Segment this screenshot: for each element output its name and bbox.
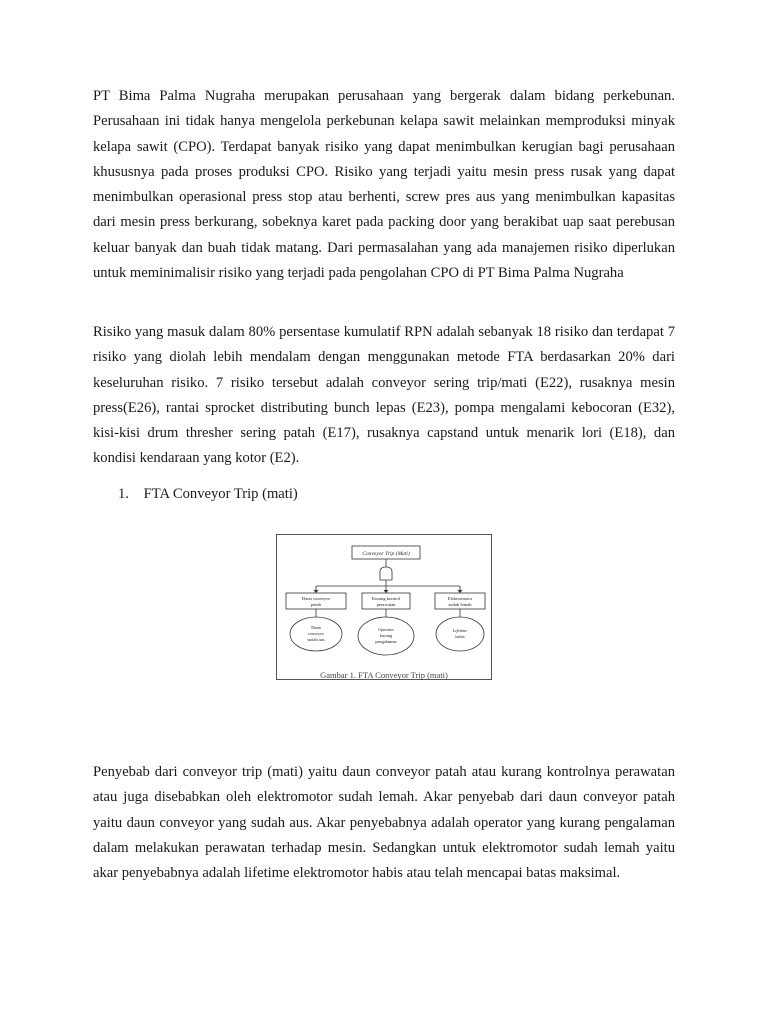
intermediate-label: Daun conveyor (301, 596, 331, 601)
paragraph-risks: Risiko yang masuk dalam 80% persentase kumulatif RPN adalah sebanyak 18 risiko dan terdapat 7 risiko yang diolah lebih mendalam dengan menggunakan metode FTA berdasarkan 20% dari keseluruhan risiko. 7 risiko tersebut adalah conveyor sering trip/mati (E22), rusaknya mesin press(E26), rantai sprocket distributing bunch lepas (E23), pompa mengalami kebocoran (E32), kisi-kisi drum thresher sering patah (E17), rusaknya capstand untuk menarik lori (E18), dan kondisi kendaraan yang kotor (E2). (93, 324, 675, 467)
paragraph-intro: PT Bima Palma Nugraha merupakan perusahaan yang bergerak dalam bidang perkebunan. Perusahaan ini tidak hanya mengelola perkebunan kelapa sawit melainkan memproduksi minyak kelapa sawit (CPO). Terdapat banyak risiko yang dapat menimbulkan kerugian bagi perusahaan khususnya pada proses produksi CPO. Risiko yang terjadi yaitu mesin press rusak yang dapat menimbulkan operasional press stop atau berhenti, screw pres aus yang menimbulkan kapasitas dari mesin press berkurang, sobeknya karet pada packing door yang berakibat uap saat perebusan keluar banyak dan buah tidak matang. Dari permasalahan yang ada manajemen risiko diperlukan untuk meminimalisir risiko yang terjadi pada pengolahan CPO di PT Bima Palma Nugraha (93, 88, 675, 282)
intermediate-label: patah (311, 602, 321, 607)
list-number: 1. (118, 486, 129, 502)
basic-label: kurang (379, 633, 393, 638)
basic-label: Lifetime (452, 628, 468, 633)
paragraph-analysis: Penyebab dari conveyor trip (mati) yaitu daun conveyor patah atau kurang kontrolnya perawatan atau juga disebabkan oleh elektromotor sudah lemah. Akar penyebab dari daun conveyor patah yaitu daun conveyor yang sudah aus. Akar penyebabnya adalah operator yang kurang pengalaman dalam melakukan perawatan terhadap mesin. Sedangkan untuk elektromotor sudah lemah yaitu akar penyebabnya adalah lifetime elektromotor habis atau telah mencapai batas maksimal. (93, 764, 675, 882)
intermediate-label: perawatan (376, 602, 396, 607)
basic-label: Daun (311, 625, 321, 630)
basic-label: sudah aus (307, 637, 325, 642)
figure-caption: Gambar 1. FTA Conveyor Trip (mati) (320, 670, 448, 680)
top-event-label: Conveyor Trip (Mati) (362, 551, 410, 557)
basic-label: conveyor (307, 631, 325, 636)
intermediate-label: sudah lemah (448, 602, 472, 607)
intermediate-label: Elektromotor (447, 596, 473, 601)
basic-label: Operator (378, 627, 394, 632)
or-gate-icon (380, 567, 392, 580)
fta-diagram-figure (276, 534, 492, 684)
basic-label: pengalaman (375, 639, 397, 644)
basic-label: habis (455, 634, 465, 639)
fta-diagram (276, 534, 492, 684)
intermediate-label: Kurang kontrol (371, 596, 401, 601)
list-item-fta-conveyor (118, 482, 298, 507)
list-item-text: FTA Conveyor Trip (mati) (143, 486, 298, 502)
